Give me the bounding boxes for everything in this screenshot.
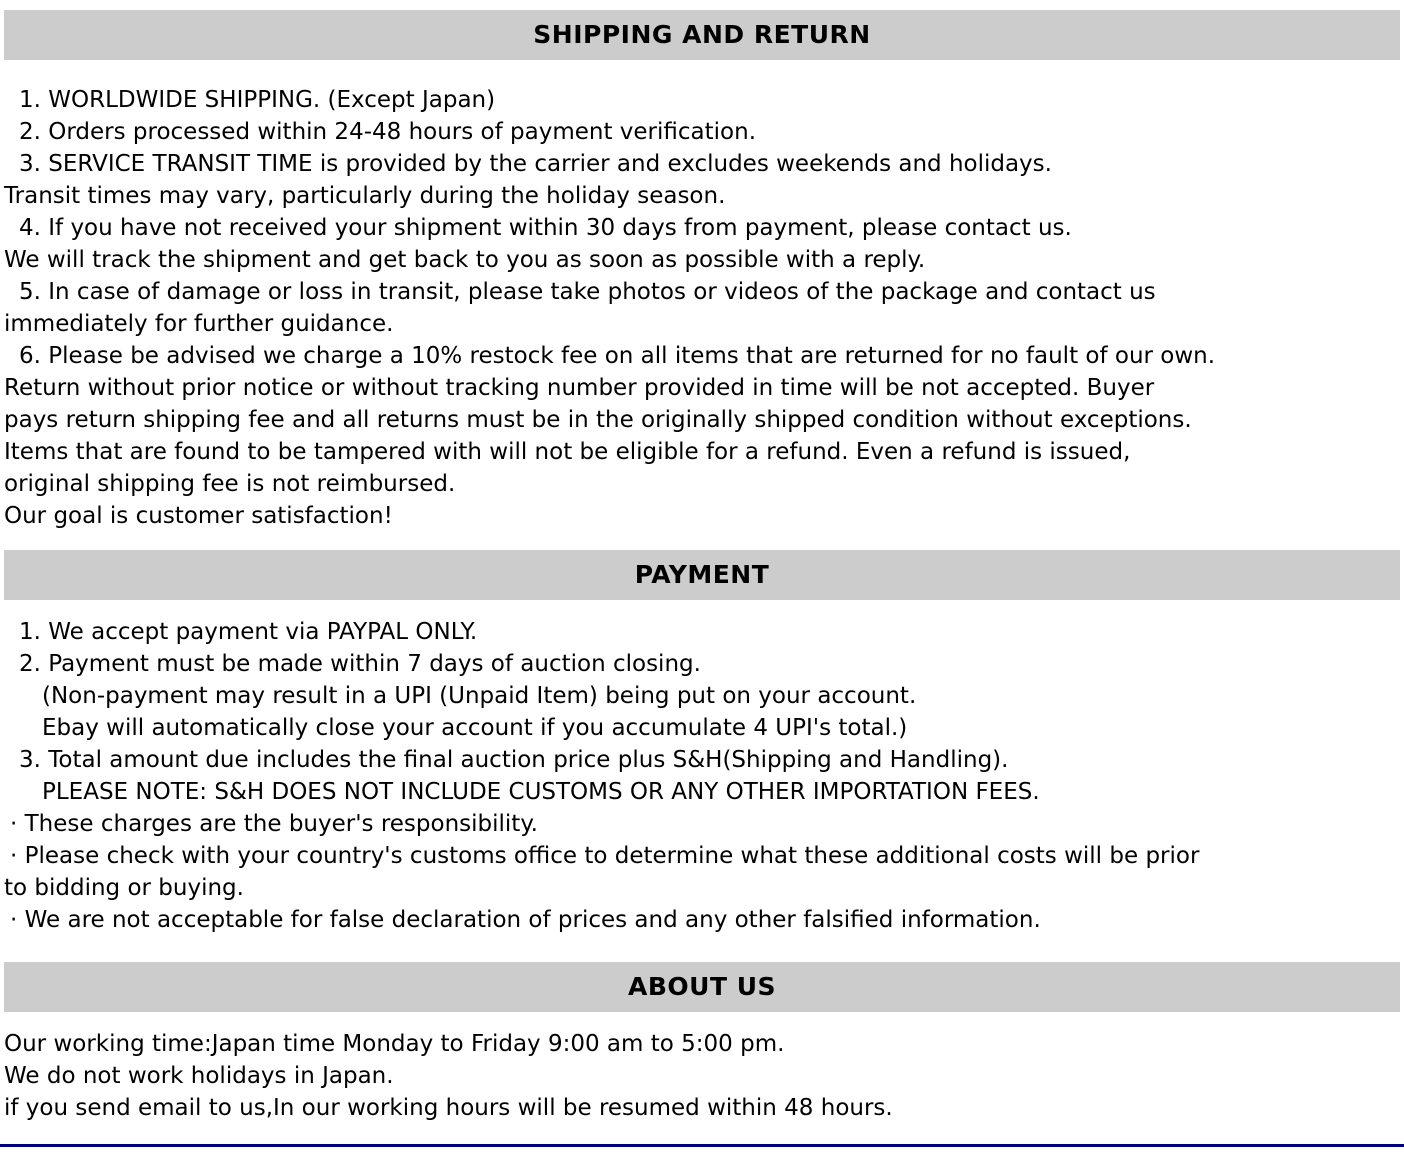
text-line: · These charges are the buyer's responsibility. [10,811,538,837]
text-line: · Please check with your country's customs office to determine what these additional costs will be prior [10,843,1200,869]
text-line: 5. In case of damage or loss in transit, please take photos or videos of the package and contact us [19,279,1156,305]
section-shipping-and-return [0,10,1404,532]
section-body-about-us [0,1028,1404,1124]
text-line: 1. WORLDWIDE SHIPPING. (Except Japan) [19,87,496,113]
section-payment [0,550,1404,936]
text-line: 6. Please be advised we charge a 10% restock fee on all items that are returned for no fault of our own. [19,343,1216,369]
section-header-payment: PAYMENT [4,550,1400,600]
section-header-shipping-and-return: SHIPPING AND RETURN [4,10,1400,60]
text-line: 3. Total amount due includes the final auction price plus S&H(Shipping and Handling). [19,747,1009,773]
text-line: We do not work holidays in Japan. [4,1063,394,1089]
text-line: Return without prior notice or without tracking number provided in time will be not accepted. Buyer [4,375,1155,401]
text-line: Our goal is customer satisfaction! [4,503,393,529]
text-line: We will track the shipment and get back to you as soon as possible with a reply. [4,247,926,273]
text-line: 1. We accept payment via PAYPAL ONLY. [19,619,478,645]
text-line: pays return shipping fee and all returns must be in the originally shipped condition without exceptions. [4,407,1192,433]
policy-page [0,10,1404,1164]
text-line: 2. Orders processed within 24-48 hours of payment verification. [19,119,756,145]
text-line: to bidding or buying. [4,875,244,901]
text-line: 2. Payment must be made within 7 days of auction closing. [19,651,701,677]
text-line: 3. SERVICE TRANSIT TIME is provided by the carrier and excludes weekends and holidays. [19,151,1052,177]
text-line: Items that are found to be tampered with will not be eligible for a refund. Even a refund is issued, [4,439,1131,465]
section-body-shipping-and-return [0,84,1404,532]
text-line: 4. If you have not received your shipment within 30 days from payment, please contact us. [19,215,1072,241]
text-line: · We are not acceptable for false declaration of prices and any other falsified information. [10,907,1041,933]
section-body-payment [0,616,1404,936]
text-line: PLEASE NOTE: S&H DOES NOT INCLUDE CUSTOMS OR ANY OTHER IMPORTATION FEES. [42,779,1040,805]
text-line: immediately for further guidance. [4,311,394,337]
text-line: (Non-payment may result in a UPI (Unpaid Item) being put on your account. [42,683,917,709]
policy-sections [0,10,1404,1124]
text-line: Transit times may vary, particularly during the holiday season. [4,183,726,209]
section-about-us [0,962,1404,1124]
text-line: if you send email to us,In our working hours will be resumed within 48 hours. [4,1095,893,1121]
text-line: original shipping fee is not reimbursed. [4,471,456,497]
text-line: Ebay will automatically close your account if you accumulate 4 UPI's total.) [42,715,908,741]
section-header-about-us: ABOUT US [4,962,1400,1012]
text-line: Our working time:Japan time Monday to Friday 9:00 am to 5:00 pm. [4,1031,785,1057]
bottom-divider [0,1144,1404,1147]
